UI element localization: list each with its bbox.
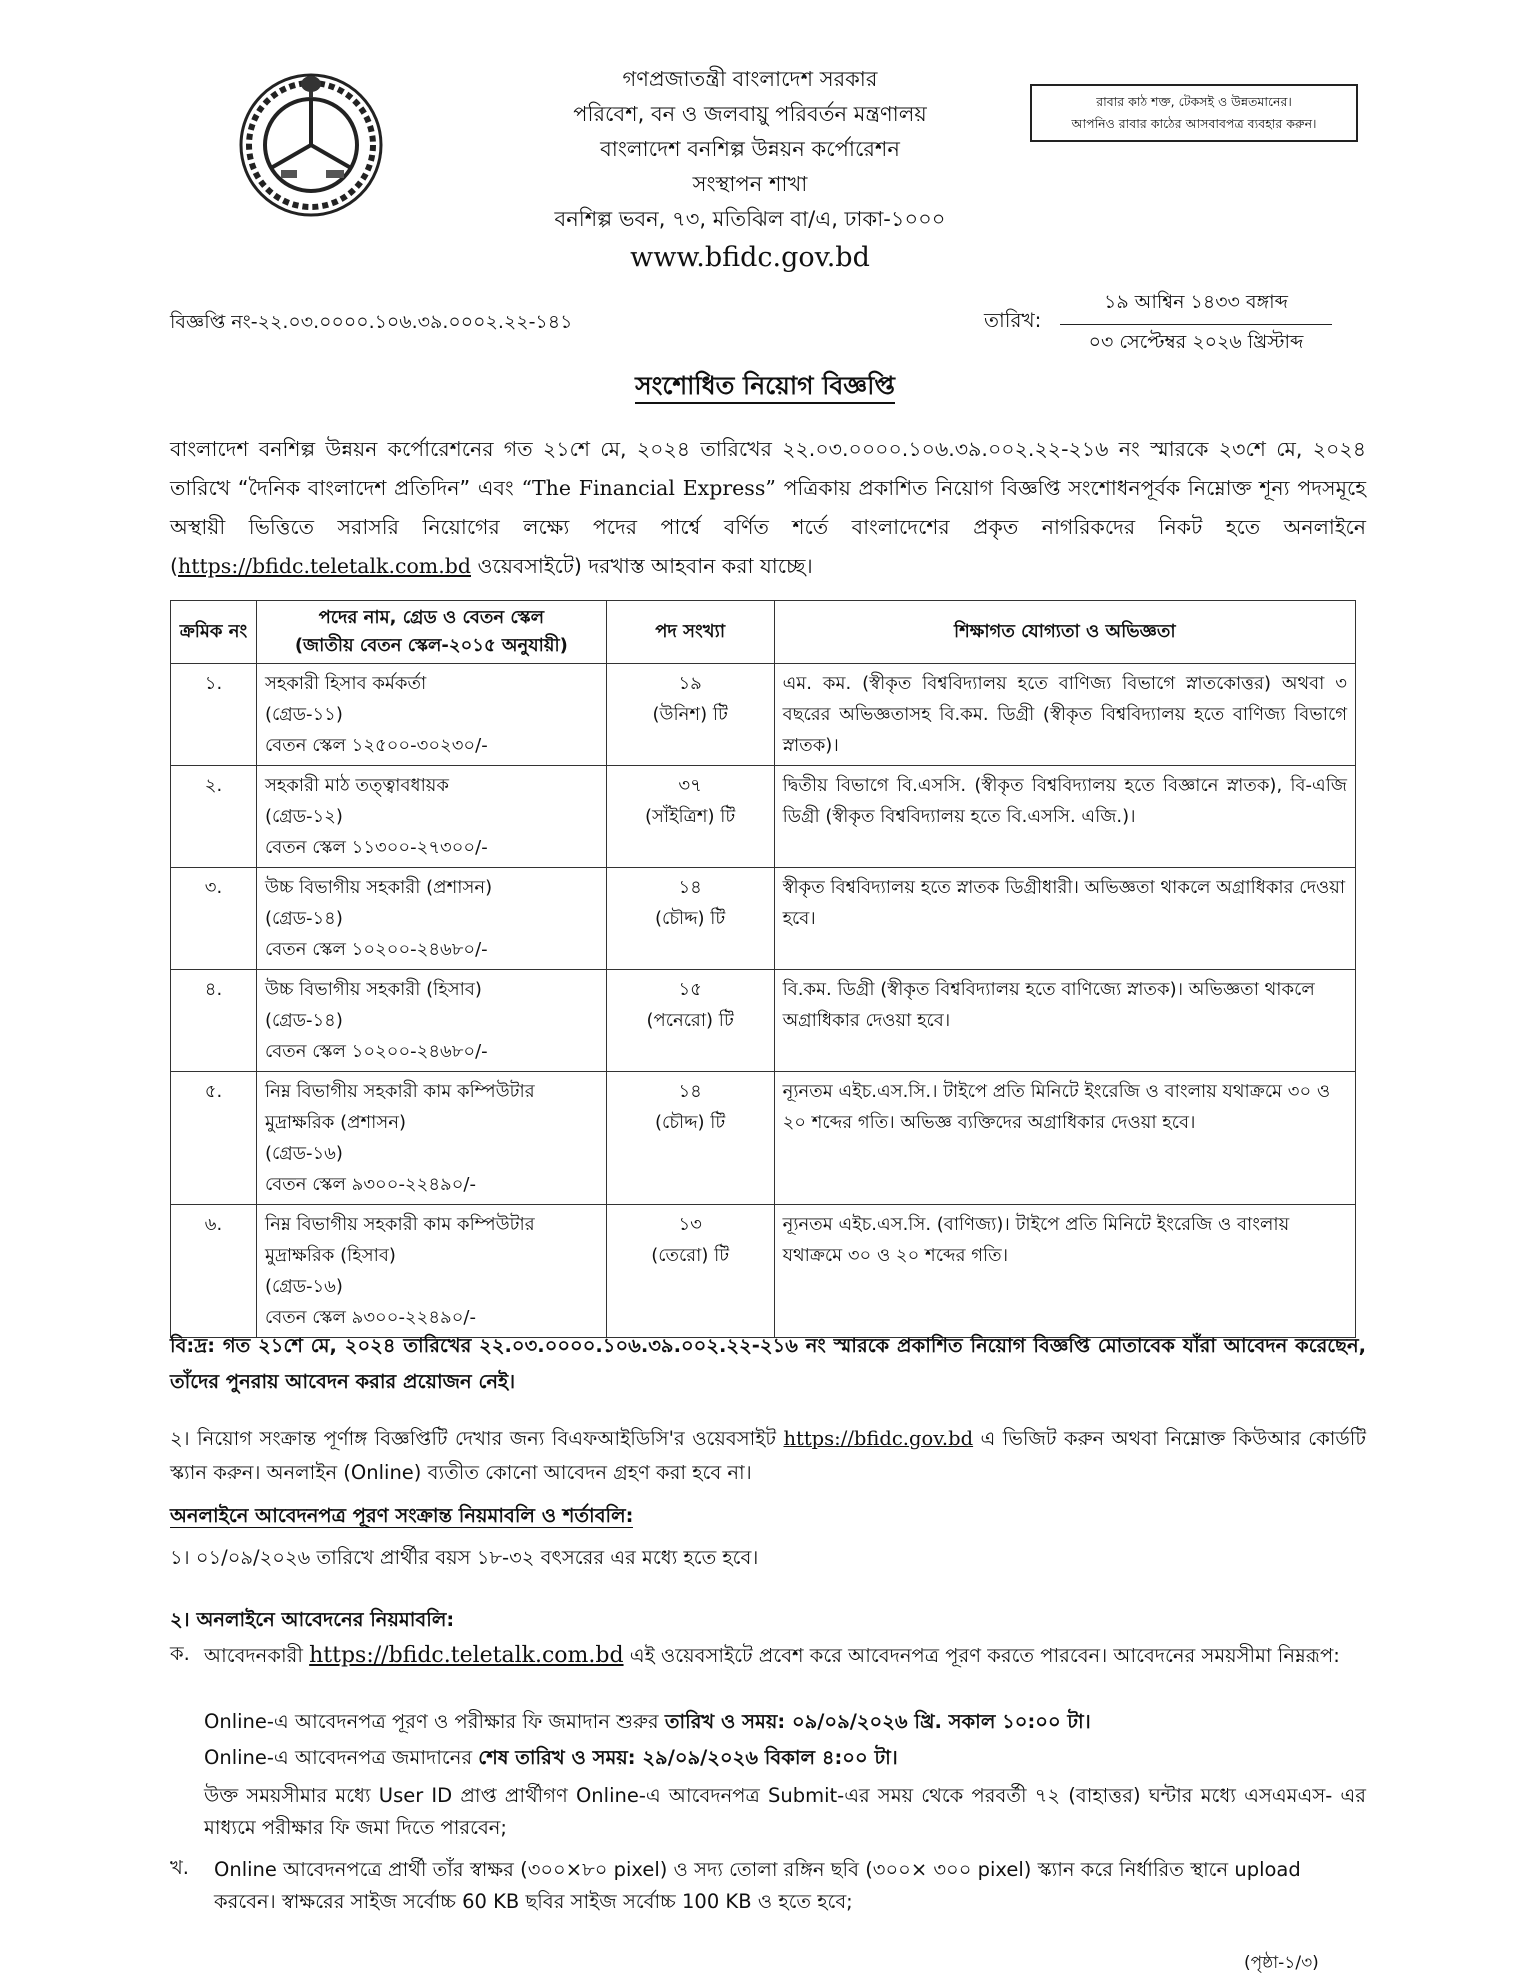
cell-post: [256, 766, 606, 868]
date-label: তারিখ:: [984, 308, 1042, 332]
cell-count: [606, 766, 774, 868]
cell-post: [256, 970, 606, 1072]
count-words: (চৌদ্দ) টি: [655, 1112, 726, 1133]
intro-english-paper: “The Financial Express”: [521, 476, 776, 500]
para2-part-1: ২। নিয়োগ সংক্রান্ত পূর্ণাঙ্গ বিজ্ঞপ্তিটি দেখার জন্য বিএফআইডিসি'র ওয়েবসাইট: [170, 1427, 784, 1450]
ka-start-line: [204, 1708, 1091, 1740]
ka-start-pre: Online-এ আবেদনপত্র পূরণ ও পরীক্ষার ফি জমাদান শুরুর: [204, 1710, 665, 1733]
ka-marker: ক.: [170, 1642, 190, 1665]
header-post-line-1: পদের নাম, গ্রেড ও বেতন স্কেল: [318, 607, 545, 628]
memo-number: বিজ্ঞপ্তি নং-২২.০৩.০০০০.১০৬.৩৯.০০০২.২২-১৪১: [170, 311, 573, 333]
page-title: [0, 366, 1530, 409]
intro-part-1: বাংলাদেশ বনশিল্প উন্নয়ন কর্পোরেশনের গত ২১শে মে, ২০২৪ তারিখের ২২.০৩.০০০০.১০৬.৩৯.০০২.২২-২১৬ নং স্মারকে ২৩শে মে, ২০২৪ তারিখে “দৈনিক বাংলাদেশ প্রতিদিন” এবং: [170, 437, 1366, 500]
cell-post: [256, 664, 606, 766]
para2-part-2: এ ভিজিট করুন অথবা নিম্নোক্ত কিউআর কোর্ডটি স্ক্যান করুন। অনলাইন (Online) ব্যতীত কোনো আবেদন গ্রহণ করা হবে না।: [170, 1427, 1366, 1484]
cell-qualification: ন্যূনতম এইচ.এস.সি.। টাইপে প্রতি মিনিটে ইংরেজি ও বাংলায় যথাক্রমে ৩০ ও ২০ শব্দের গতি। অভিজ্ঞ ব্যক্তিদের অগ্রাধিকার দেওয়া হবে।: [774, 1072, 1355, 1205]
post-scale: বেতন স্কেল ১০২০০-২৪৬৮০/-: [264, 939, 488, 960]
ka-end-bold: শেষ তারিখ ও সময়: ২৯/০৯/২০২৬ বিকাল ৪:০০ টা।: [478, 1746, 898, 1769]
slogan-line-1: রাবার কাঠ শক্ত, টেকসই ও উন্নতমানের।: [1096, 94, 1292, 109]
ka-intro: [204, 1640, 1366, 1672]
table-row: [171, 970, 1356, 1072]
office-address: বনশিল্প ভবন, ৭৩, মতিঝিল বা/এ, ঢাকা-১০০০: [554, 207, 946, 231]
post-grade: (গ্রেড-১৪): [264, 1010, 343, 1031]
ka-end-line: [204, 1744, 898, 1776]
count-number: ১৫: [678, 979, 702, 1000]
branch-name: সংস্থাপন শাখা: [692, 172, 808, 196]
count-number: ১৯: [678, 673, 702, 694]
post-scale: বেতন স্কেল ৯৩০০-২২৪৯০/-: [264, 1174, 476, 1195]
cell-serial: ৫.: [171, 1072, 257, 1205]
count-words: (চৌদ্দ) টি: [655, 908, 726, 929]
rule-1: ১। ০১/০৯/২০২৬ তারিখে প্রার্থীর বয়স ১৮-৩২ বৎসরের এর মধ্যে হতে হবে।: [170, 1546, 759, 1569]
post-name: নিম্ন বিভাগীয় সহকারী কাম কম্পিউটার মুদ্রাক্ষরিক (প্রশাসন): [264, 1081, 535, 1133]
post-name: উচ্চ বিভাগীয় সহকারী (প্রশাসন): [264, 877, 493, 898]
table-row: [171, 766, 1356, 868]
kha-text: Online আবেদনপত্রে প্রার্থী তাঁর স্বাক্ষর (৩০০×৮০ pixel) ও সদ্য তোলা রঙ্গিন ছবি (৩০০× ৩০০ pixel) স্ক্যান করে নির্ধারিত স্থানে upload করবেন। স্বাক্ষরের সাইজ সর্বোচ্চ 60 KB ছবির সাইজ সর্বোচ্চ 100 KB ও হতে হবে;: [214, 1858, 1301, 1913]
slogan-line-2: আপনিও রাবার কাঠের আসবাবপত্র ব্যবহার করুন।: [1071, 116, 1317, 131]
cell-count: [606, 664, 774, 766]
bfidc-logo-icon: [236, 70, 386, 220]
table-header-row: [171, 601, 1356, 664]
cell-serial: ২.: [171, 766, 257, 868]
header-post-line-2: (জাতীয় বেতন স্কেল-২০১৫ অনুযায়ী): [294, 635, 568, 656]
cell-qualification: ন্যূনতম এইচ.এস.সি. (বাণিজ্য)। টাইপে প্রতি মিনিটে ইংরেজি ও বাংলায় যথাক্রমে ৩০ ও ২০ শব্দের গতি।: [774, 1205, 1355, 1338]
slogan-box: [1030, 84, 1358, 142]
title-text: সংশোধিত নিয়োগ বিজ্ঞপ্তি: [635, 371, 895, 404]
ka-part-2: এই ওয়েবসাইটে প্রবেশ করে আবেদনপত্র পূরণ করতে পারবেন। আবেদনের সময়সীমা নিম্নরূপ:: [623, 1644, 1340, 1667]
cell-serial: ৬.: [171, 1205, 257, 1338]
cell-post: [256, 1205, 606, 1338]
website-paragraph: [170, 1422, 1366, 1490]
cell-serial: ৩.: [171, 868, 257, 970]
intro-paragraph: [170, 430, 1366, 586]
govt-name: গণপ্রজাতন্ত্রী বাংলাদেশ সরকার: [622, 67, 878, 91]
kha-marker: খ.: [170, 1856, 190, 1879]
cell-count: [606, 1205, 774, 1338]
post-grade: (গ্রেড-১২): [264, 806, 343, 827]
count-number: ১৪: [678, 877, 702, 898]
date-english: ০৩ সেপ্টেম্বর ২০২৬ খ্রিস্টাব্দ: [1088, 331, 1304, 353]
post-name: উচ্চ বিভাগীয় সহকারী (হিসাব): [264, 979, 482, 1000]
post-scale: বেতন স্কেল ৯৩০০-২২৪৯০/-: [264, 1307, 476, 1328]
post-grade: (গ্রেড-১৪): [264, 908, 343, 929]
website-link[interactable]: www.bfidc.gov.bd: [630, 242, 870, 273]
cell-post: [256, 868, 606, 970]
table-row: [171, 1072, 1356, 1205]
teletalk-link[interactable]: https://bfidc.teletalk.com.bd: [178, 554, 471, 578]
post-grade: (গ্রেড-১৬): [264, 1143, 343, 1164]
corporation-name: বাংলাদেশ বনশিল্প উন্নয়ন কর্পোরেশন: [600, 137, 900, 161]
ka-fee-line: উক্ত সময়সীমার মধ্যে User ID প্রাপ্ত প্রার্থীগণ Online-এ আবেদনপত্র Submit-এর সময় থেকে পরবর্তী ৭২ (বাহাত্তর) ঘন্টার মধ্যে এসএমএস- এর মাধ্যমে পরীক্ষার ফি জমা দিতে পারবেন;: [204, 1784, 1366, 1839]
cell-count: [606, 1072, 774, 1205]
post-name: সহকারী হিসাব কর্মকর্তা: [264, 673, 427, 694]
header-serial: ক্রমিক নং: [171, 601, 257, 664]
page-number: (পৃষ্ঠা-১/৩): [1244, 1953, 1319, 1973]
count-words: (সাঁইত্রিশ) টি: [645, 806, 736, 827]
header-post: [256, 601, 606, 664]
count-number: ১৩: [678, 1214, 702, 1235]
office-header: [450, 62, 1050, 279]
date-bangla: ১৯ আশ্বিন ১৪৩৩ বঙ্গাব্দ: [1060, 288, 1332, 325]
count-words: (পনেরো) টি: [646, 1010, 734, 1031]
count-number: ৩৭: [678, 775, 702, 796]
intro-part-2: পত্রিকায় প্রকাশিত নিয়োগ বিজ্ঞপ্তি সংশোধনপূর্বক নিম্নোক্ত শূন্য পদসমূহে অস্থায়ী ভিত্তিতে সরাসরি নিয়োগের লক্ষ্যে পদের পার্শ্বে বর্ণিত শর্তে বাংলাদেশের প্রকৃত নাগরিকদের নিকট হতে অনলাইনে (: [170, 476, 1366, 578]
post-name: নিম্ন বিভাগীয় সহকারী কাম কম্পিউটার মুদ্রাক্ষরিক (হিসাব): [264, 1214, 535, 1266]
posts-table: [170, 600, 1356, 1338]
count-words: (তেরো) টি: [651, 1245, 730, 1266]
table-row: [171, 868, 1356, 970]
rule-2-heading: ২। অনলাইনে আবেদনের নিয়মাবলি:: [170, 1608, 455, 1631]
header-qualification: শিক্ষাগত যোগ্যতা ও অভিজ্ঞতা: [774, 601, 1355, 664]
post-scale: বেতন স্কেল ১০২০০-২৪৬৮০/-: [264, 1041, 488, 1062]
ka-teletalk-link[interactable]: https://bfidc.teletalk.com.bd: [309, 1643, 624, 1668]
intro-part-3: ওয়েবসাইটে) দরখাস্ত আহবান করা যাচ্ছে।: [471, 554, 813, 578]
ka-start-bold: তারিখ ও সময়: ০৯/০৯/২০২৬ খ্রি. সকাল ১০:০০ টা।: [664, 1710, 1091, 1733]
ka-part-1: আবেদনকারী: [204, 1644, 310, 1667]
cell-serial: ৪.: [171, 970, 257, 1072]
cell-count: [606, 970, 774, 1072]
ka-end-pre: Online-এ আবেদনপত্র জমাদানের: [204, 1746, 479, 1769]
cell-qualification: বি.কম. ডিগ্রী (স্বীকৃত বিশ্ববিদ্যালয় হতে বাণিজ্যে স্নাতক)। অভিজ্ঞতা থাকলে অগ্রাধিকার দেওয়া হবে।: [774, 970, 1355, 1072]
post-grade: (গ্রেড-১৬): [264, 1276, 343, 1297]
rules-heading: [170, 1502, 633, 1534]
cell-serial: ১.: [171, 664, 257, 766]
post-grade: (গ্রেড-১১): [264, 704, 343, 725]
post-name: সহকারী মাঠ তত্ত্বাবধায়ক: [264, 775, 449, 796]
table-row: [171, 664, 1356, 766]
post-scale: বেতন স্কেল ১২৫০০-৩০২৩০/-: [264, 735, 488, 756]
bfidc-website-link[interactable]: https://bfidc.gov.bd: [783, 1427, 974, 1450]
cell-qualification: স্বীকৃত বিশ্ববিদ্যালয় হতে স্নাতক ডিগ্রীধারী। অভিজ্ঞতা থাকলে অগ্রাধিকার দেওয়া হবে।: [774, 868, 1355, 970]
cell-count: [606, 868, 774, 970]
rules-heading-text: অনলাইনে আবেদনপত্র পূরণ সংক্রান্ত নিয়মাবলি ও শর্তাবলি:: [170, 1504, 634, 1527]
ministry-name: পরিবেশ, বন ও জলবায়ু পরিবর্তন মন্ত্রণালয়: [573, 102, 927, 126]
cell-qualification: এম. কম. (স্বীকৃত বিশ্ববিদ্যালয় হতে বাণিজ্য বিভাগে স্নাতকোত্তর) অথবা ৩ বছরের অভিজ্ঞতাসহ বি.কম. ডিগ্রী (স্বীকৃত বিশ্ববিদ্যালয় হতে বাণিজ্য বিভাগে স্নাতক)।: [774, 664, 1355, 766]
count-number: ১৪: [678, 1081, 702, 1102]
table-row: [171, 1205, 1356, 1338]
post-scale: বেতন স্কেল ১১৩০০-২৭৩০০/-: [264, 837, 488, 858]
header-count: পদ সংখ্যা: [606, 601, 774, 664]
cell-post: [256, 1072, 606, 1205]
note-paragraph: বি:দ্র: গত ২১শে মে, ২০২৪ তারিখের ২২.০৩.০০০০.১০৬.৩৯.০০২.২২-২১৬ নং স্মারকে প্রকাশিত নিয়োগ বিজ্ঞপ্তি মোতাবেক যাঁরা আবেদন করেছেন, তাঁদের পুনরায় আবেদন করার প্রয়োজন নেই।: [170, 1334, 1366, 1393]
count-words: (উনিশ) টি: [652, 704, 728, 725]
cell-qualification: দ্বিতীয় বিভাগে বি.এসসি. (স্বীকৃত বিশ্ববিদ্যালয় হতে বিজ্ঞানে স্নাতক), বি-এজি ডিগ্রী (স্বীকৃত বিশ্ববিদ্যালয় হতে বি.এসসি. এজি.)।: [774, 766, 1355, 868]
